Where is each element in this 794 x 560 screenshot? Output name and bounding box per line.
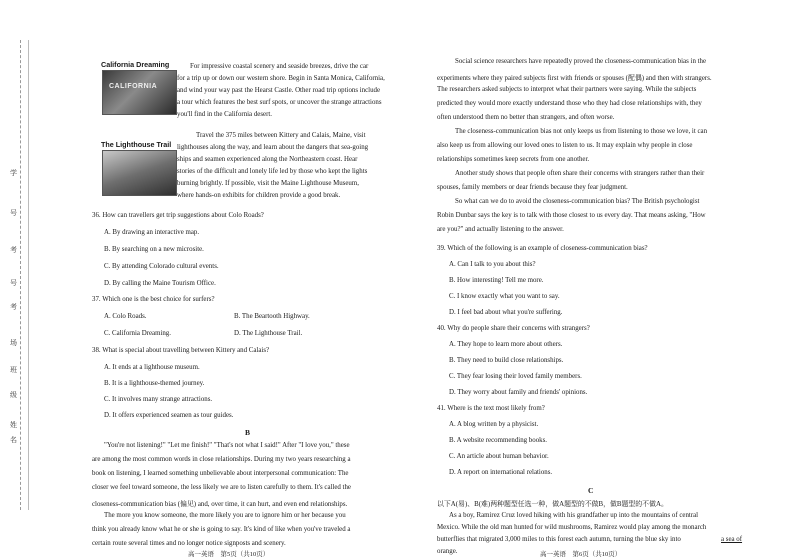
q37-option[interactable]: B. The Beartooth Highway. xyxy=(234,313,310,320)
lighthouse-line: Travel the 375 miles between Kittery and Calais, Maine, visit xyxy=(196,132,366,139)
q38-option[interactable]: C. It involves many strange attractions. xyxy=(104,396,213,403)
q41-option[interactable]: A. A blog written by a physicist. xyxy=(449,421,539,428)
lighthouse-line: stories of the difficult and lonely life led by those who kept the lights xyxy=(177,168,368,175)
q40-option[interactable]: D. They worry about family and friends' opinions. xyxy=(449,389,588,396)
para4-line: Robin Dunbar says the key is to talk with those closest to us every day. That means asking, "How xyxy=(437,212,706,219)
para1-line: predicted they would more exactly understand those who they had close relationships with, they xyxy=(437,100,702,107)
q38-option[interactable]: A. It ends at a lighthouse museum. xyxy=(104,364,200,371)
lighthouse-line: where hands-on exhibits for children provide a good break. xyxy=(177,192,341,199)
para3-line: spouses, family members or dear friends because they fear judgment. xyxy=(437,184,628,191)
passage-b-line: book on listening, I learned something unbelievable about interpersonal communication: The xyxy=(92,470,349,477)
q37-option[interactable]: C. California Dreaming. xyxy=(104,330,171,337)
passage-b-line: think you already know what he or she is going to say. It's kind of like when you've traveled a xyxy=(92,526,351,533)
binding-char: 级 xyxy=(10,391,17,399)
lighthouse-photo xyxy=(102,150,177,196)
para4-line: So what can we do to avoid the closeness-communication bias? The British psychologist xyxy=(455,198,700,205)
q39-option[interactable]: B. How interesting! Tell me more. xyxy=(449,277,544,284)
question-41: 41. Where is the text most likely from? xyxy=(437,405,545,412)
binding-char: 场 xyxy=(10,339,17,347)
passage-b-line: The more you know someone, the more likely you are to ignore him or her because you xyxy=(104,512,346,519)
lighthouse-line: burning brightly. If possible, visit the Maine Lighthouse Museum, xyxy=(177,180,359,187)
q38-option[interactable]: B. It is a lighthouse-themed journey. xyxy=(104,380,205,387)
q36-option[interactable]: C. By attending Colorado cultural events. xyxy=(104,263,219,270)
question-37: 37. Which one is the best choice for surfers? xyxy=(92,296,215,303)
para2-line: The closeness-communication bias not only keeps us from listening to those we love, it can xyxy=(455,128,708,135)
para1-line: Social science researchers have repeatedly proved the closeness-communication bias in the xyxy=(455,58,707,65)
binding-char: 班 xyxy=(10,366,17,374)
q41-option[interactable]: C. An article about human behavior. xyxy=(449,453,549,460)
california-line: you'll find in the California desert. xyxy=(177,111,273,118)
q41-option[interactable]: D. A report on international relations. xyxy=(449,469,553,476)
q37-option[interactable]: A. Colo Roads. xyxy=(104,313,147,320)
lighthouse-line: lighthouses along the way, and learn about the dangers that sea-going xyxy=(177,144,369,151)
q39-option[interactable]: D. I feel bad about what you're suffering. xyxy=(449,309,563,316)
para3-line: Another study shows that people often share their concerns with strangers rather than their xyxy=(455,170,705,177)
passage-c-line: butterflies that migrated 3,000 miles to this forest each autumn, turning the blue sky into xyxy=(437,536,681,543)
q36-option[interactable]: B. By searching on a new microsite. xyxy=(104,246,204,253)
passage-b-line: are among the most common words in close relationships. During my two years researching a xyxy=(92,456,351,463)
california-photo-caption: CALIFORNIA xyxy=(109,83,158,90)
q40-option[interactable]: C. They fear losing their loved family members. xyxy=(449,373,582,380)
q41-option[interactable]: B. A website recommending books. xyxy=(449,437,547,444)
q38-option[interactable]: D. It offers experienced seamen as tour guides. xyxy=(104,412,234,419)
california-heading: California Dreaming xyxy=(101,60,170,69)
section-c-heading: C xyxy=(588,486,594,495)
right-page xyxy=(400,0,794,560)
lighthouse-heading: The Lighthouse Trail xyxy=(101,140,172,149)
lighthouse-line: ships and seamen experienced along the Northeastern coast. Hear xyxy=(177,156,358,163)
question-39: 39. Which of the following is an example of closeness-communication bias? xyxy=(437,245,648,252)
q40-option[interactable]: A. They hope to learn more about others. xyxy=(449,341,563,348)
passage-c-line: Mexico. While the old man hunted for wild mushrooms, Ramirez would play among the monarch xyxy=(437,524,707,531)
left-page-footer: 高一英语 第5页（共10页） xyxy=(188,551,270,558)
section-b-heading: B xyxy=(245,428,251,437)
para1-line: often understood them no better than strangers, and often worse. xyxy=(437,114,615,121)
para4-line: are you?" and actually listening to the answer. xyxy=(437,226,564,233)
q40-option[interactable]: B. They need to build close relationships. xyxy=(449,357,564,364)
para2-line: relationships sometimes keep secrets from one another. xyxy=(437,156,590,163)
california-line: For impressive coastal scenery and seaside breezes, drive the car xyxy=(190,63,369,70)
binding-char: 名 xyxy=(10,436,17,444)
passage-c-line: orange. xyxy=(437,548,458,555)
question-40: 40. Why do people share their concerns with strangers? xyxy=(437,325,590,332)
california-photo xyxy=(102,70,177,115)
binding-char: 姓 xyxy=(10,421,17,429)
passage-c-line: As a boy, Ramirez Cruz loved hiking with his grandfather up into the mountains of central xyxy=(449,512,699,519)
california-line: and wind your way past the Hearst Castle. Other road trip options include xyxy=(177,87,381,94)
q39-option[interactable]: A. Can I talk to you about this? xyxy=(449,261,536,268)
binding-char: 考 xyxy=(10,246,17,254)
q37-option[interactable]: D. The Lighthouse Trail. xyxy=(234,330,303,337)
binding-char: 号 xyxy=(10,209,17,217)
passage-b-line: closeness-communication bias (偏见) and, over time, it can hurt, and even end relationships. xyxy=(92,501,348,508)
passage-b-line: closer we feel toward someone, the less likely we are to listen carefully to them. It's called the xyxy=(92,484,351,491)
q36-option[interactable]: A. By drawing an interactive map. xyxy=(104,229,200,236)
right-page-footer: 高一英语 第6页（共10页） xyxy=(540,551,622,558)
binding-char: 学 xyxy=(10,169,17,177)
california-line: a tour which features the best surf spots, or uncover the strange attractions xyxy=(177,99,382,106)
question-36: 36. How can travellers get trip suggestions about Colo Roads? xyxy=(92,212,264,219)
binding-char: 考 xyxy=(10,303,17,311)
q36-option[interactable]: D. By calling the Maine Tourism Office. xyxy=(104,280,216,287)
section-c-instruction: 以下A(易)、B(难)两种题型任选一种，做A题型的不做B，做B题型的不做A。 xyxy=(437,501,668,508)
passage-b-line: certain route several times and no longer notice signposts and scenery. xyxy=(92,540,286,547)
passage-c-underlined: a sea of xyxy=(721,536,743,543)
para1-line: The researchers asked subjects to interpret what their partners were saying. While the subjects xyxy=(437,86,697,93)
california-line: for a trip up or down our western shore. Begin in Santa Monica, California, xyxy=(177,75,385,82)
passage-b-line: "You're not listening!" "Let me finish!" "That's not what I said!" After "I love you," these xyxy=(104,442,350,449)
question-38: 38. What is special about travelling between Kittery and Calais? xyxy=(92,347,270,354)
binding-char: 号 xyxy=(10,279,17,287)
para2-line: also keep us from allowing our loved ones to listen to us. It may explain why people in close xyxy=(437,142,693,149)
q39-option[interactable]: C. I know exactly what you want to say. xyxy=(449,293,560,300)
para1-line: experiments where they paired subjects first with friends or spouses (配偶) and then with strangers. xyxy=(437,75,712,82)
